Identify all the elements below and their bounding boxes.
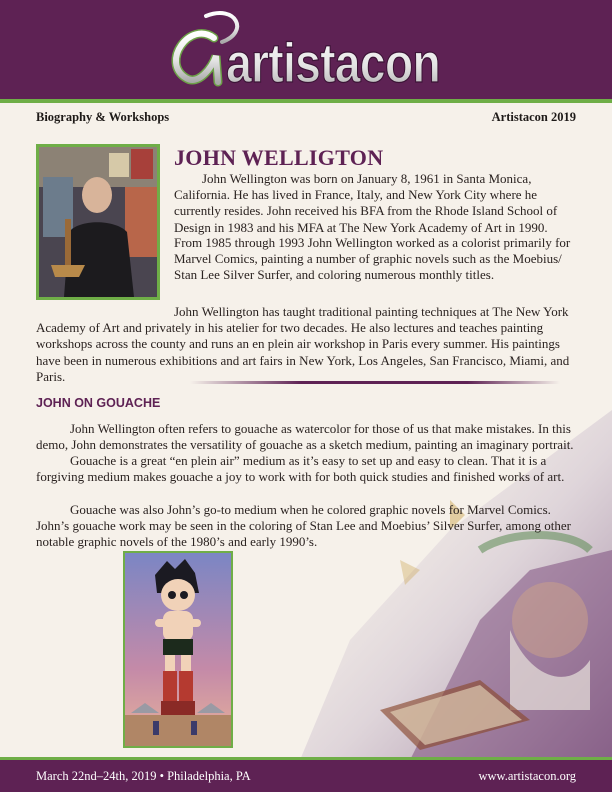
page-title: JOHN WELLIGTON [174, 145, 384, 170]
gouache-paragraph-2: Gouache is a great “en plein air” medium as it’s easy to set up and easy to clean. That it is a forgiving medium makes gouache a joy to work with for both quick studies and finished works of art. [36, 453, 565, 485]
header-banner [0, 0, 612, 103]
bio-paragraph-1: John Wellington was born on January 8, 1961 in Santa Monica, California. He has lived in France, Italy, and New York City where he currently resides. John received his BFA from the Rhode Island School of Design in 1983 and his MFA at The New York Academy of Art in 1990. [174, 171, 558, 235]
bio-paragraph-2: From 1985 through 1993 John Wellington worked as a colorist primarily for Marvel Comics, painting a number of graphic novels such as the Moebius/ Stan Lee Silver Surfer, and coloring numerous monthly titles. [174, 235, 571, 283]
gouache-paragraph-1: John Wellington often refers to gouache as watercolor for those of us that make mistakes. In this demo, John demonstrates the versatility of gouache as a sketch medium, painting an imaginary portrait. [36, 421, 574, 453]
section-divider [190, 381, 560, 384]
event-label: Artistacon 2019 [491, 110, 576, 124]
website-link[interactable]: www.artistacon.org [478, 769, 576, 783]
footer-bar [0, 757, 612, 792]
section-label: Biography & Workshops [36, 110, 170, 124]
logo-text: artistacon [226, 31, 440, 94]
astro-boy-painting [123, 551, 233, 748]
portrait-photo [36, 144, 160, 300]
gouache-paragraph-3: Gouache was also John’s go-to medium when he colored graphic novels for Marvel Comics. John’s gouache work may be seen in the coloring of Stan Lee and Moebius’ Silver Surfer, among other notable graphic novels of the 1980’s and early 1990’s. [36, 502, 571, 550]
event-dates: March 22nd–24th, 2019 • Philadelphia, PA [36, 769, 251, 783]
gouache-heading: JOHN ON GOUACHE [36, 396, 161, 410]
bio-paragraph-3: John Wellington has taught traditional painting techniques at The New York Academy of Art and privately in his atelier for two decades. He also lectures and teaches painting workshops across the county and runs an en plein air workshop in Paris every summer. His paintings have been in numerous exhibitions and art fairs in New York, Los Angeles, San Francisco, Miami, and Paris. [36, 304, 570, 384]
artistacon-logo [0, 2, 612, 98]
